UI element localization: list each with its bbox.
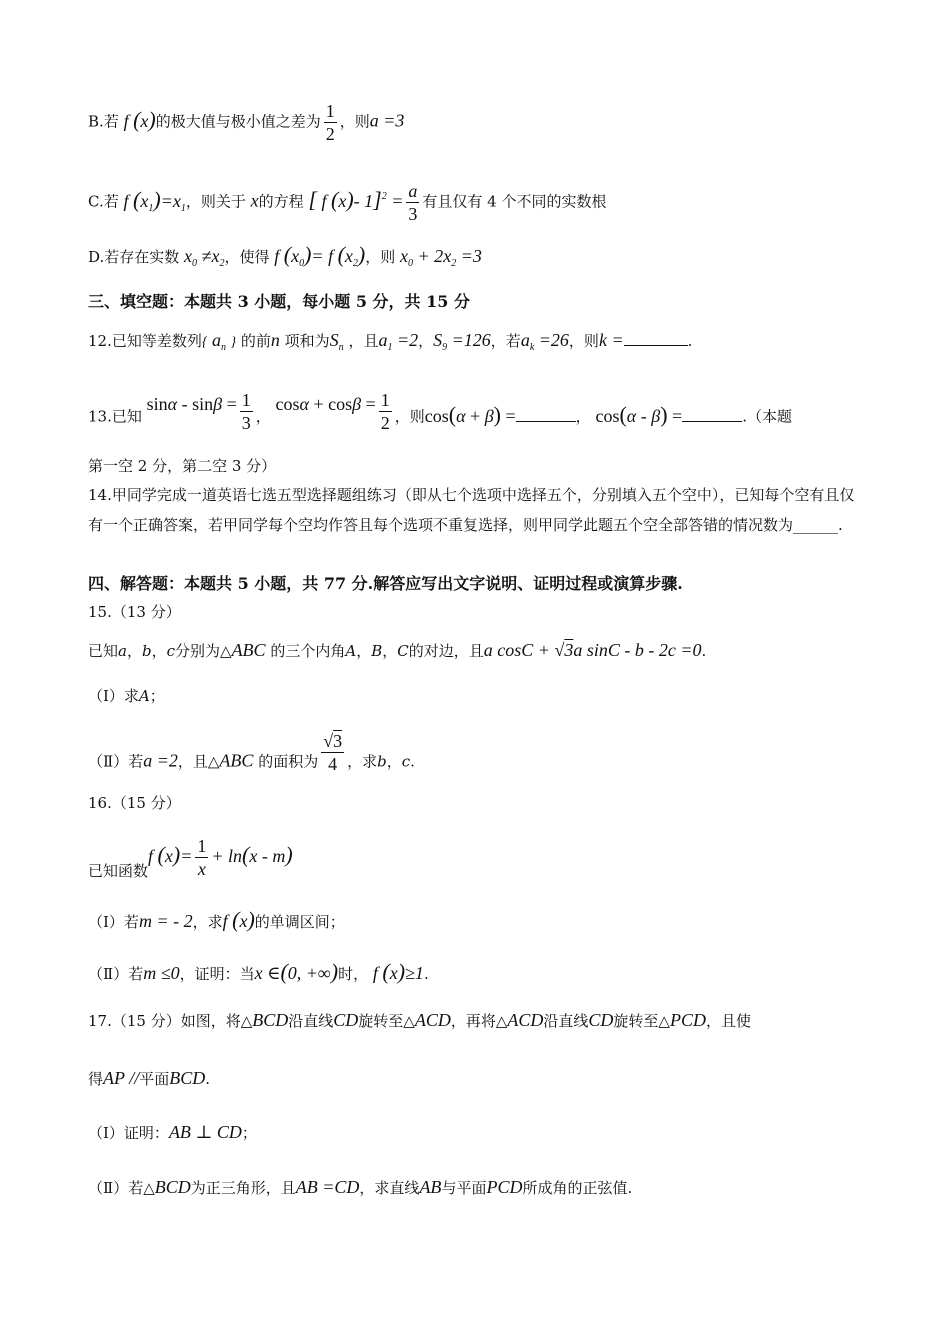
question-17-part1: （Ⅰ）证明：AB ⊥ CD； (88, 1122, 257, 1142)
math-equation: [ f (x)- 1]$^2$ = (308, 186, 404, 212)
math-cos-alpha-plus-beta: cos(α + β) = (424, 401, 516, 427)
q17-part2-b: 为正三角形，且 (190, 1179, 296, 1197)
math-q15-equation: a cosC + √3a sinC - b - 2c =0 (483, 640, 702, 660)
question-15-title: 15.（13 分） (88, 603, 181, 621)
q17-part2-a: （Ⅱ）若△ (88, 1179, 155, 1197)
question-17-line1 (88, 1010, 751, 1031)
math-bcd-3: BCD (154, 1177, 191, 1197)
option-c-text3: 有且仅有 4 个不同的实数根 (422, 192, 607, 211)
math-ab-eq-cd: AB =CD (295, 1177, 360, 1197)
option-d (88, 242, 482, 274)
math-fx-2: f (x) (222, 907, 255, 932)
question-14: 14.甲同学完成一道英语七选五型选择题组练习（即从七个选项中选择五个，分别填入五个空中），已知每个空有且仅有一个正确答案，若甲同学每个空均作答且每个选项不重复选择，则甲同学此题五个空全部答错的情况数为______. (88, 486, 855, 534)
math-abc-2: ABC (219, 750, 254, 771)
question-16-title: 16.（15 分） (88, 794, 181, 812)
option-c-text2: 的方程 (258, 192, 304, 211)
math-m-eq-neg2: m = - 2 (138, 911, 193, 931)
math-a-eq-3: a =3 (369, 110, 405, 131)
q17-text-d: ，再将△ (450, 1012, 508, 1030)
q12-text-b: 的前 (240, 332, 271, 350)
q17-text-a: 17.（15 分）如图，将△ (88, 1012, 253, 1030)
math-sqrt3-over-4: $\frac{√3}{4}$ (323, 731, 343, 774)
math-m-leq-0: m ≤0 (143, 963, 180, 983)
q13-text-a: 13.已知 (88, 407, 142, 426)
q15-part2-a: （Ⅱ）若 (88, 752, 144, 771)
math-a1-eq-2: $a_1 =2$ (378, 330, 419, 353)
math-pcd: PCD (669, 1010, 706, 1030)
math-pcd-2: PCD (486, 1177, 523, 1197)
question-13: 13.已知 sinα - sinβ = $\frac{1}{3}$ ， cosα + cosβ = $\frac{1}{2}$ ，则cos(α + β) = ， cos(α - β) = .（本题 (88, 390, 792, 433)
option-d-label: D.若存在实数 (88, 248, 180, 266)
option-d-text2: ，则 (365, 248, 396, 266)
option-b-label: B.若 (88, 112, 119, 131)
q12-text-f: ，若 (490, 332, 521, 350)
math-s9-eq-126: $S_9 =126$ (433, 330, 491, 353)
option-b (88, 100, 404, 145)
question-13-cont: 第一空 2 分，第二空 3 分） (88, 457, 277, 475)
math-ak-eq-26: $a_k =26$ (520, 330, 569, 353)
math-acd: ACD (414, 1010, 451, 1030)
q16-stem-text: 已知函数 (88, 861, 149, 880)
math-q16-function: f (x)= (148, 841, 193, 867)
math-bcd-plane: BCD (169, 1068, 206, 1088)
question-15-part2: （Ⅱ）若a =2，且△ABC 的面积为 $\frac{√3}{4}$ ，求b，c. (88, 731, 415, 774)
math-one-over-x: $\frac{1}{x}$ (197, 836, 207, 879)
q16-part1-c: 的单调区间； (254, 913, 345, 931)
q17-text-b: 沿直线 (288, 1012, 334, 1030)
q15-part2-d: ，求 (347, 752, 378, 771)
section-4-heading: 四、解答题：本题共 5 小题，共 77 分.解答应写出文字说明、证明过程或演算步骤. (88, 574, 683, 593)
math-cd-2: CD (588, 1010, 614, 1030)
option-c-label: C.若 (88, 192, 119, 211)
q17-part2-c: ，求直线 (359, 1179, 420, 1197)
q17-part1-text: （Ⅰ）证明： (88, 1124, 169, 1142)
math-abc: ABC (231, 640, 266, 660)
question-16-part1 (88, 907, 345, 932)
q16-part2-c: 时， (338, 965, 369, 983)
math-one-third: $\frac{1}{3}$ (241, 390, 251, 433)
math-sn: $S_n$ (329, 330, 344, 353)
math-an-seq: { $a_n$ } (201, 330, 237, 353)
q16-part2-a: （Ⅱ）若 (88, 965, 144, 983)
math-fx: f (x) (123, 106, 156, 132)
option-c-text1: ，则关于 (185, 192, 246, 211)
q12-text-g: ，则 (568, 332, 599, 350)
math-a-over-3: $\frac{a}{3}$ (408, 181, 418, 224)
q12-text-c: 项和为 (284, 332, 330, 350)
math-fx1-eq-x1: f $(x_1)=x_1$ (123, 186, 186, 214)
math-cos-sum: cosα + cosβ = (275, 393, 376, 414)
q13-text-c: ， (575, 407, 591, 426)
question-16-part2: （Ⅱ）若m ≤0，证明：当x ∈(0, +∞)时， f (x)≥1. (88, 959, 429, 984)
q12-text-a: 12.已知等差数列 (88, 332, 202, 350)
math-x0-2x2-eq-3: $x_0 + 2x_2 =3$ (400, 246, 482, 269)
math-fx0-eq-fx2: f $(x_0)= f$ $(x_2)$ (274, 242, 366, 269)
math-x: x (250, 190, 259, 211)
option-c (88, 180, 606, 225)
question-15-stem: 已知a，b，c分别为△ABC 的三个内角A，B，C的对边，且a cosC + √3a sinC - b - 2c =0. (88, 640, 707, 660)
q17-text-h: 得 (88, 1070, 104, 1088)
section-3-heading: 三、填空题：本题共 3 小题，每小题 5 分，共 15 分 (88, 292, 470, 311)
answer-blank-q13-1[interactable] (516, 421, 576, 422)
math-k-eq: k = (598, 330, 624, 350)
q13-text-d: .（本题 (742, 407, 792, 426)
math-bcd: BCD (252, 1010, 289, 1030)
q12-text-d: ，且 (348, 332, 379, 350)
q17-part2-e: 所成角的正弦值. (522, 1179, 633, 1197)
q15-stem-c: 的三个内角 (270, 642, 346, 660)
math-sin-diff: sinα - sinβ = (146, 393, 237, 414)
q12-text-e: ， (418, 332, 434, 350)
math-cos-alpha-minus-beta: cos(α - β) = (595, 401, 683, 427)
answer-blank-q12[interactable] (624, 345, 688, 346)
q15-part1-text: （Ⅰ）求 (88, 687, 139, 705)
option-b-text1: 的极大值与极小值之差为 (155, 112, 321, 131)
q15-stem-a: 已知 (88, 642, 119, 660)
question-16-stem: 已知函数f (x)= $\frac{1}{x}$ + ln(x - m) (88, 836, 293, 880)
q17-text-f: 旋转至△ (613, 1012, 670, 1030)
q15-stem-d: 的对边，且 (408, 642, 484, 660)
math-a-eq-2: a =2 (143, 750, 178, 771)
answer-blank-q13-2[interactable] (682, 421, 742, 422)
q12-end: . (687, 332, 693, 350)
math-x-in-interval: x ∈(0, +∞) (254, 959, 339, 984)
q15-part2-b: ，且△ (177, 752, 220, 771)
math-x0-neq-x2: $x_0 \ne x_2$ (184, 246, 225, 269)
q16-part1-b: ，求 (192, 913, 223, 931)
math-cd: CD (333, 1010, 359, 1030)
q17-text-g: ，且使 (705, 1012, 751, 1030)
question-17-line2: 得AP //平面BCD. (88, 1068, 210, 1088)
q17-text-c: 旋转至△ (358, 1012, 415, 1030)
q13-text-b: ，则 (394, 407, 425, 426)
math-ab: AB (419, 1177, 442, 1197)
q15-stem-b: 分别为△ (175, 642, 232, 660)
math-ap-parallel: AP // (103, 1068, 140, 1088)
math-fx-geq-1: f (x)≥1 (372, 959, 424, 984)
q17-text-i: 平面 (139, 1070, 170, 1088)
q16-part2-b: ，证明：当 (179, 965, 255, 983)
math-acd-2: ACD (507, 1010, 544, 1030)
q17-part2-d: 与平面 (441, 1179, 487, 1197)
question-17-part2 (88, 1177, 632, 1198)
question-12 (88, 330, 692, 358)
q17-text-e: 沿直线 (543, 1012, 589, 1030)
option-b-text2: ，则 (339, 112, 370, 131)
q16-part1-a: （Ⅰ）若 (88, 913, 139, 931)
q15-part2-c: 的面积为 (258, 752, 319, 771)
math-one-half: $\frac{1}{2}$ (380, 390, 390, 433)
question-15-part1: （Ⅰ）求A； (88, 687, 165, 705)
option-d-text1: ，使得 (224, 248, 270, 266)
math-half: $\frac{1}{2}$ (325, 101, 335, 144)
math-ab-perp-cd: AB ⊥ CD (168, 1122, 242, 1142)
math-n: n (270, 330, 280, 350)
